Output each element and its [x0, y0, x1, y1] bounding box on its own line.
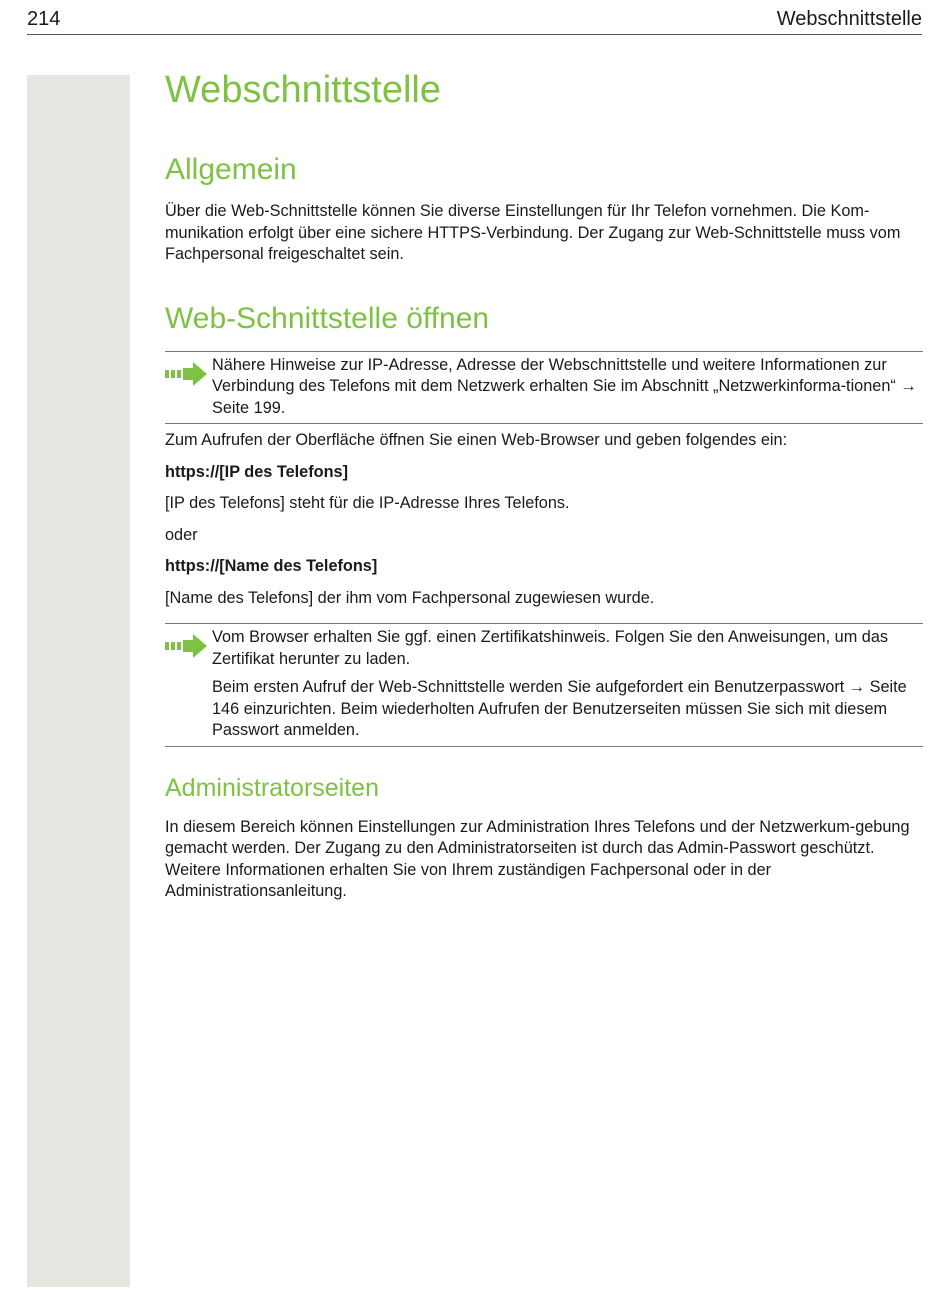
- section-heading-allgemein: Allgemein: [165, 153, 297, 186]
- allgemein-paragraph: Über die Web-Schnittstelle können Sie diverse Einstellungen für Ihr Telefon vornehmen. Die Kom-munikation erfolgt über eine sichere HTTPS-Verbindung. Der Zugang zur Web-Schnittstelle muss vom Fachpersonal freigeschaltet sein.: [165, 202, 901, 263]
- green-arrow-icon: [165, 362, 207, 386]
- note-text: Nähere Hinweise zur IP-Adresse, Adresse der Webschnittstelle und weitere Informationen zur Verbindung des Telefons mit dem Netzwerk erhalten Sie im Abschnitt „Netzwerkinforma-tionen“ → Seite 199.: [212, 355, 917, 417]
- section-heading-oeffnen: Web-Schnittstelle öffnen: [165, 301, 490, 335]
- or-text: oder: [165, 525, 198, 544]
- url-ip: https://[IP des Telefons]: [165, 462, 349, 481]
- page-number: 214: [27, 8, 61, 30]
- admin-paragraph: In diesem Bereich können Einstellungen zur Administration Ihres Telefons und der Netzwerkum-gebung gemacht werden. Der Zugang zu den Administratorseiten ist durch das Admin-Passwort geschützt. Weitere Informationen erhalten Sie von Ihrem zuständigen Fachpersonal oder in der Administrationsanleitung.: [165, 817, 910, 900]
- url-name-description: [Name des Telefons] der ihm vom Fachpersonal zugewiesen wurde.: [165, 588, 655, 607]
- green-arrow-icon: [165, 634, 207, 658]
- page-content: [165, 60, 923, 903]
- note-box: [165, 623, 923, 747]
- page-header: [27, 6, 922, 35]
- intro-text: Zum Aufrufen der Oberfläche öffnen Sie einen Web-Browser und geben folgendes ein:: [165, 431, 788, 449]
- margin-sidebar: [27, 75, 130, 1287]
- url-ip-description: [IP des Telefons] steht für die IP-Adresse Ihres Telefons.: [165, 494, 570, 512]
- url-name: https://[Name des Telefons]: [165, 557, 378, 575]
- page-title: Webschnittstelle: [165, 69, 441, 111]
- note-box: [165, 351, 923, 425]
- section-heading-admin: Administratorseiten: [165, 773, 379, 802]
- note-text: Beim ersten Aufruf der Web-Schnittstelle werden Sie aufgefordert ein Benutzerpasswort → Seite 146 einzurichten. Beim wiederholten Aufrufen der Benutzerseiten müssen Sie sich mit diesem Passwort anmelden.: [212, 678, 907, 739]
- note-text: Vom Browser erhalten Sie ggf. einen Zertifikatshinweis. Folgen Sie den Anweisungen, um das Zertifikat herunter zu laden.: [212, 628, 889, 668]
- running-title: Webschnittstelle: [776, 8, 922, 30]
